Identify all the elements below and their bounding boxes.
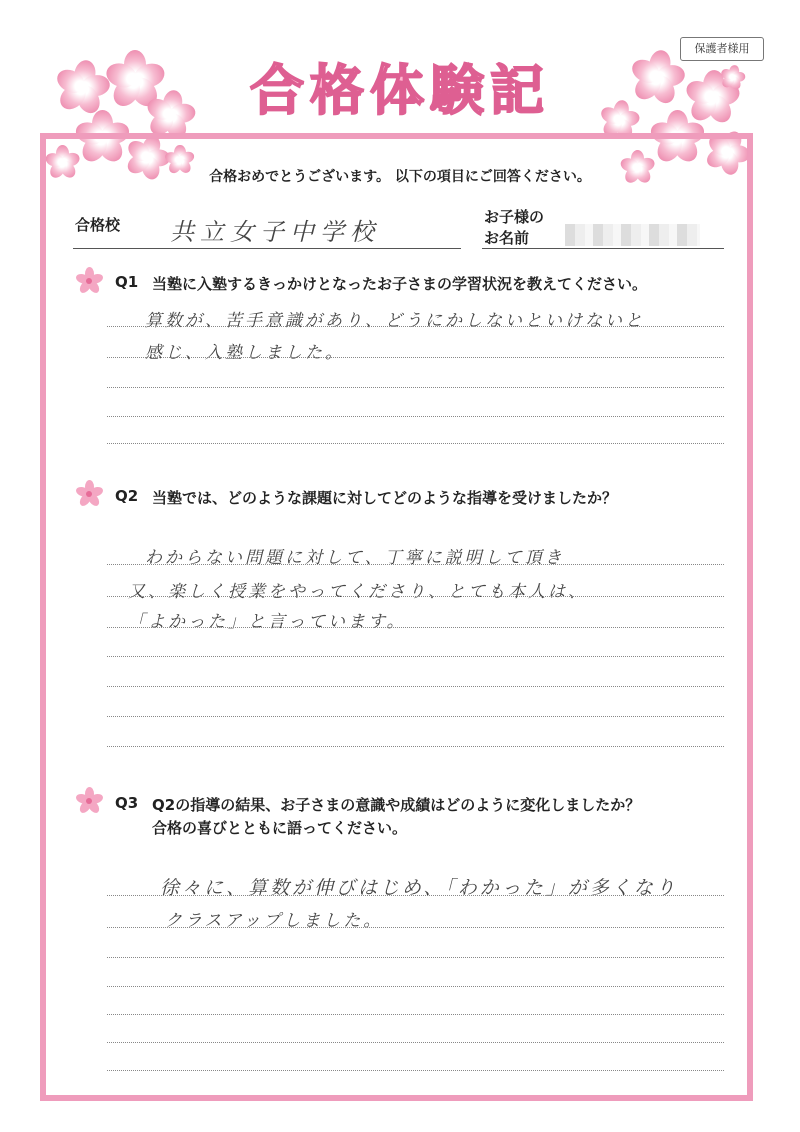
question-flower-icon bbox=[72, 784, 106, 818]
q2-text: 当塾では、どのような課題に対してどのような指導を受けましたか？ bbox=[152, 489, 618, 507]
q3-rule bbox=[107, 986, 724, 987]
question-flower-icon bbox=[72, 264, 106, 298]
q1-rule bbox=[107, 387, 724, 388]
flower-center bbox=[86, 491, 92, 497]
flower-center bbox=[86, 798, 92, 804]
school-label: 合格校 bbox=[75, 216, 121, 234]
q1-answer-line-1: 算数が、苦手意識があり、どうにかしないといけないと bbox=[145, 311, 645, 331]
q1-answer-line-2: 感じ、入塾しました。 bbox=[145, 343, 345, 363]
school-value: 共立女子中学校 bbox=[170, 218, 380, 246]
q2-rule bbox=[107, 627, 724, 628]
q1-rule bbox=[107, 357, 724, 358]
q1-rule bbox=[107, 326, 724, 327]
child-name-redacted bbox=[565, 224, 700, 246]
q1-rule bbox=[107, 416, 724, 417]
q3-rule bbox=[107, 1014, 724, 1015]
q3-answer-line-2: クラスアップしました。 bbox=[165, 911, 384, 931]
q3-text-line-1: Q2の指導の結果、お子さまの意識や成績はどのように変化しましたか？ bbox=[152, 796, 641, 814]
q3-rule bbox=[107, 1070, 724, 1071]
q3-text-line-2: 合格の喜びとともに語ってください。 bbox=[152, 819, 408, 837]
flower-center bbox=[86, 278, 92, 284]
q2-rule bbox=[107, 564, 724, 565]
child-name-label-1: お子様の bbox=[484, 208, 545, 226]
question-flower-icon bbox=[72, 477, 106, 511]
q1-number: Q1 bbox=[115, 273, 139, 291]
q2-rule bbox=[107, 716, 724, 717]
q3-rule bbox=[107, 957, 724, 958]
q3-rule bbox=[107, 927, 724, 928]
q2-rule bbox=[107, 656, 724, 657]
q2-answer-line-1: わからない問題に対して、丁寧に説明して頂き bbox=[145, 548, 565, 568]
q3-number: Q3 bbox=[115, 794, 139, 812]
q2-answer-line-3: 「よかった」と言っています。 bbox=[128, 612, 407, 632]
q2-rule bbox=[107, 686, 724, 687]
q2-rule bbox=[107, 746, 724, 747]
q2-answer-line-2: 又、楽しく授業をやってくださり、とても本人は、 bbox=[128, 582, 588, 602]
school-underline bbox=[73, 248, 461, 249]
child-name-underline bbox=[482, 248, 724, 249]
q3-rule bbox=[107, 895, 724, 896]
q2-number: Q2 bbox=[115, 487, 139, 505]
q3-answer-line-1: 徐々に、算数が伸びはじめ、「わかった」が多くなり bbox=[160, 877, 678, 899]
q3-rule bbox=[107, 1042, 724, 1043]
child-name-label-2: お名前 bbox=[484, 229, 530, 247]
page-title: 合格体験記 bbox=[250, 58, 550, 122]
guardian-tag: 保護者様用 bbox=[680, 37, 764, 61]
q1-rule bbox=[107, 443, 724, 444]
q1-text: 当塾に入塾するきっかけとなったお子さまの学習状況を教えてください。 bbox=[152, 275, 648, 293]
greeting-text: 合格おめでとうございます。 以下の項目にご回答ください。 bbox=[209, 169, 591, 185]
q2-rule bbox=[107, 596, 724, 597]
